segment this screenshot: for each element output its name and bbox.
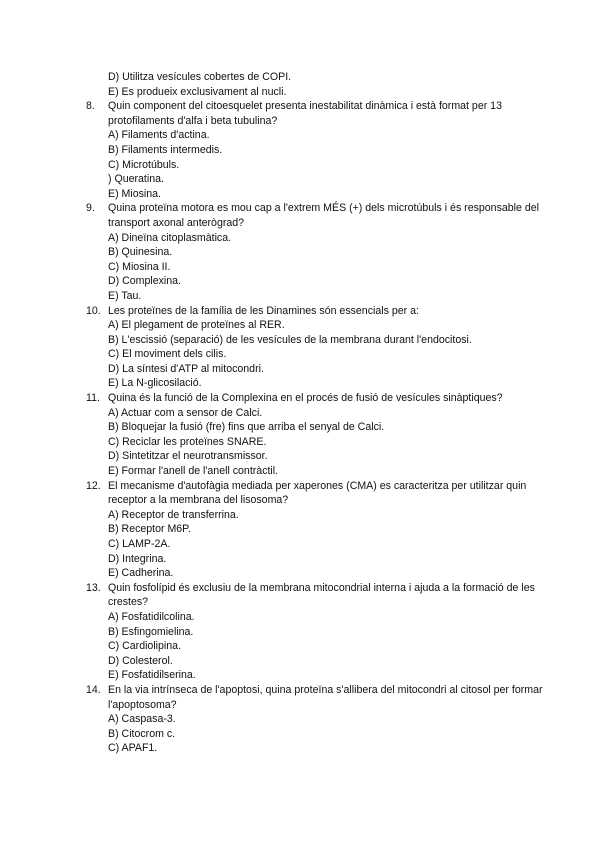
option: E) Miosina. xyxy=(108,187,161,200)
question-12 xyxy=(0,479,548,581)
option: B) Citocrom c. xyxy=(108,727,176,740)
question-text: Quin fosfolípid és exclusiu de la membrana mitocondrial interna i ajuda a la formació de les crestes? xyxy=(108,581,535,609)
question-text: Quina proteïna motora es mou cap a l'extrem MÉS (+) dels microtúbuls i és responsable del transport axonal anterògrad? xyxy=(108,202,539,229)
option: B) Quinesina. xyxy=(108,246,173,259)
option: A) Fosfatidilcolina. xyxy=(108,610,195,623)
option: A) Receptor de transferrina. xyxy=(108,508,239,521)
option: C) Miosina II. xyxy=(108,260,171,273)
question-text: Quin component del citoesquelet presenta inestabilitat dinàmica i està format per 13 protofilaments d'alfa i beta tubulina? xyxy=(108,100,502,127)
question-number: 8. xyxy=(86,100,95,113)
option: B) Receptor M6P. xyxy=(108,523,191,536)
question-14 xyxy=(0,683,548,756)
option: D) Integrina. xyxy=(108,552,167,565)
option: E) La N-glicosilació. xyxy=(108,377,202,390)
carryover-options xyxy=(0,70,548,99)
question-text: Les proteïnes de la família de les Dinamines són essencials per a: xyxy=(108,304,419,317)
question-number: 13. xyxy=(86,581,101,594)
option: B) Filaments intermedis. xyxy=(108,143,223,156)
option: D) Utilitza vesícules cobertes de COPI. xyxy=(108,71,292,83)
option: B) Esfingomielina. xyxy=(108,625,194,638)
option: B) Bloquejar la fusió (fre) fins que arriba el senyal de Calci. xyxy=(108,421,385,434)
option: C) APAF1. xyxy=(108,742,158,755)
question-13 xyxy=(0,581,548,683)
option: A) Dineïna citoplasmàtica. xyxy=(108,231,232,244)
option: C) Reciclar les proteïnes SNARE. xyxy=(108,435,267,448)
question-number: 12. xyxy=(86,479,101,492)
option: A) El plegament de proteïnes al RER. xyxy=(108,319,285,332)
option: B) L'escissió (separació) de les vesícules de la membrana durant l'endocitosi. xyxy=(108,333,472,346)
question-number: 11. xyxy=(86,392,100,405)
option: C) El moviment dels cilis. xyxy=(108,348,227,361)
option: C) Microtúbuls. xyxy=(108,158,180,171)
option: D) Sintetitzar el neurotransmissor. xyxy=(108,450,268,463)
option: E) Fosfatidilserina. xyxy=(108,669,196,682)
option: E) Formar l'anell de l'anell contràctil. xyxy=(108,465,279,478)
question-number: 10. xyxy=(86,304,101,317)
option: C) Cardiolipina. xyxy=(108,640,182,653)
option: E) Es produeix exclusivament al nucli. xyxy=(108,85,287,98)
option: ) Queratina. xyxy=(108,173,164,186)
question-10 xyxy=(0,304,548,392)
option: D) Colesterol. xyxy=(108,654,173,667)
question-text: El mecanisme d'autofàgia mediada per xaperones (CMA) es caracteritza per utilitzar quin receptor a la membrana del lisosoma? xyxy=(108,479,527,507)
question-text: En la via intrínseca de l'apoptosi, quina proteïna s'allibera del mitocondri al citosol per formar l'apoptosoma? xyxy=(108,683,543,711)
question-text: Quina és la funció de la Complexina en el procés de fusió de vesícules sinàptiques? xyxy=(108,392,503,405)
option: D) Complexina. xyxy=(108,275,182,288)
option: A) Caspasa-3. xyxy=(108,713,176,726)
option: D) La síntesi d'ATP al mitocondri. xyxy=(108,362,264,375)
exam-page xyxy=(0,70,600,756)
option: E) Cadherina. xyxy=(108,567,174,580)
question-9 xyxy=(0,201,548,303)
question-11 xyxy=(0,391,548,479)
question-number: 14. xyxy=(86,683,101,696)
option: E) Tau. xyxy=(108,289,142,302)
option: A) Actuar com a sensor de Calci. xyxy=(108,406,263,419)
option: A) Filaments d'actina. xyxy=(108,129,210,142)
question-number: 9. xyxy=(86,202,95,215)
option: C) LAMP-2A. xyxy=(108,538,171,550)
question-8 xyxy=(0,99,548,201)
